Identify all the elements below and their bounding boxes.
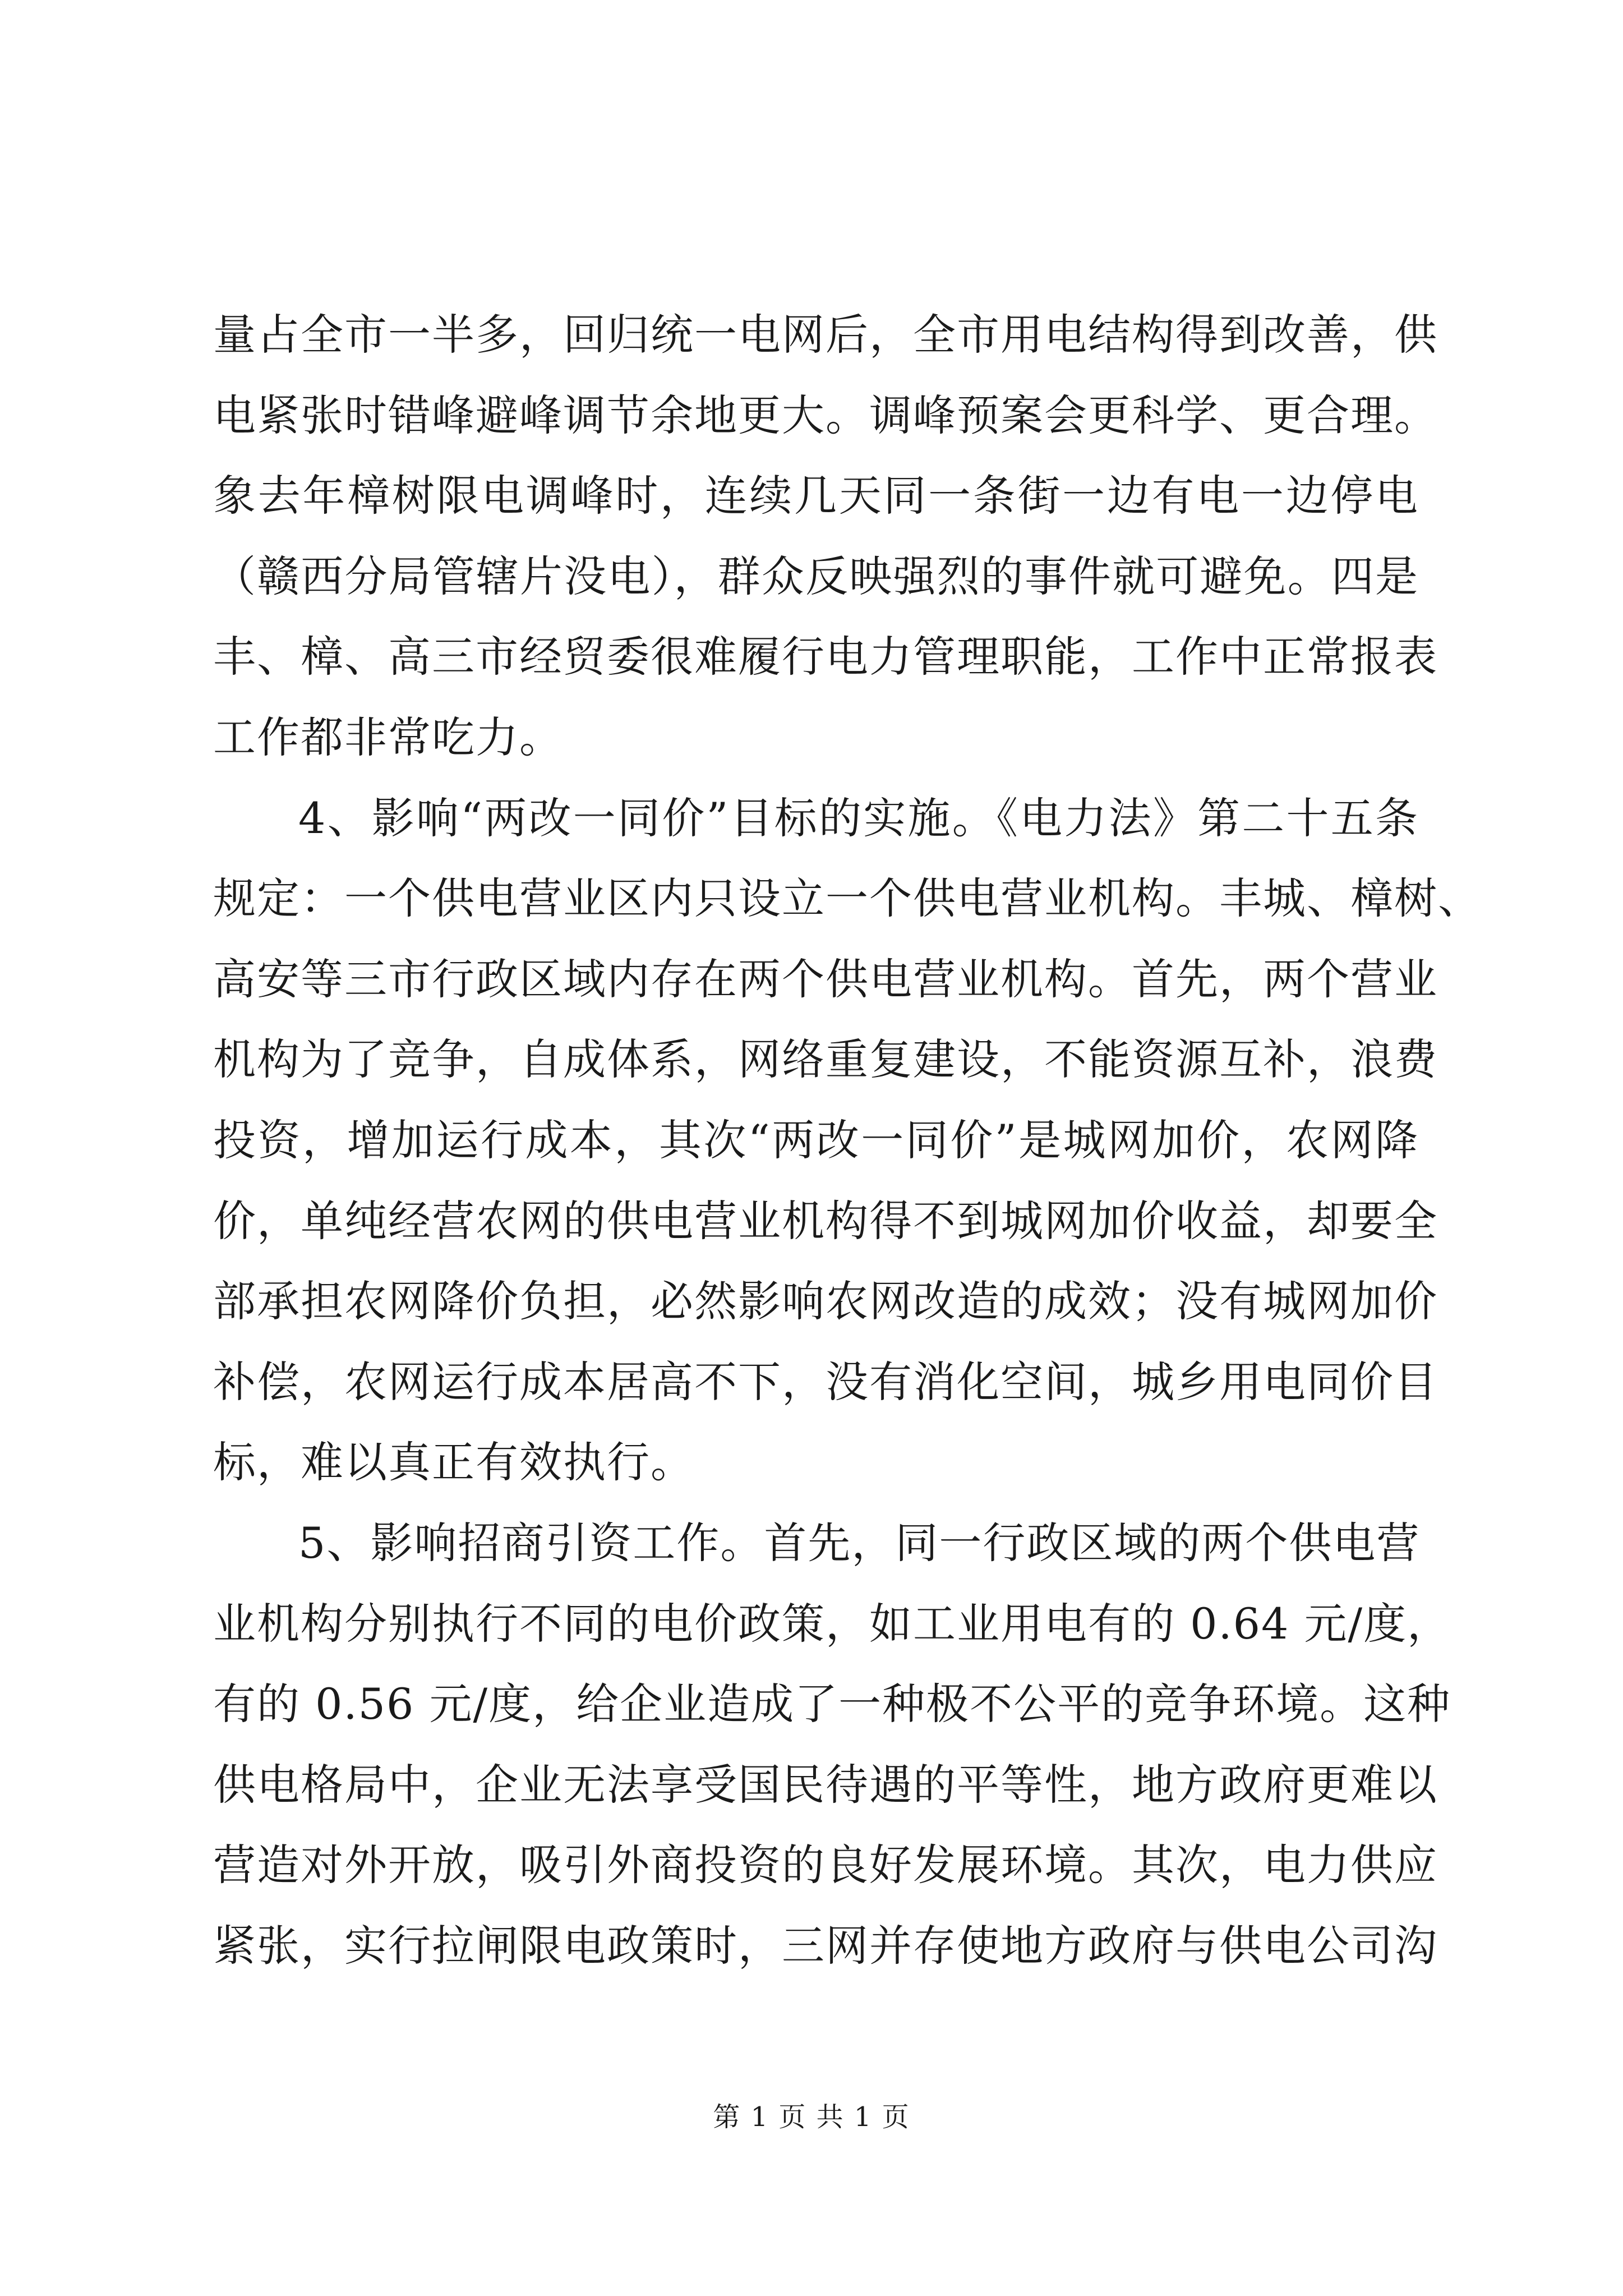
text-line: 象去年樟树限电调峰时，连续几天同一条街一边有电一边停电 bbox=[213, 471, 1419, 521]
text-line: 价，单纯经营农网的供电营业机构得不到城网加价收益，却要全 bbox=[213, 1195, 1438, 1246]
text-line: （赣西分局管辖片没电），群众反映强烈的事件就可避免。四是 bbox=[213, 551, 1419, 601]
text-line: 量占全市一半多，回归统一电网后，全市用电结构得到改善，供 bbox=[213, 310, 1438, 360]
text-line: 营造对外开放，吸引外商投资的良好发展环境。其次，电力供应 bbox=[213, 1840, 1438, 1890]
text-line: 高安等三市行政区域内存在两个供电营业机构。首先，两个营业 bbox=[213, 954, 1438, 1004]
text-line: 供电格局中，企业无法享受国民待遇的平等性，地方政府更难以 bbox=[213, 1759, 1438, 1810]
text-line: 业机构分别执行不同的电价政策，如工业用电有的 0.64 元/度， bbox=[213, 1598, 1451, 1649]
text-line: 工作都非常吃力。 bbox=[213, 712, 563, 762]
text-line: 电紧张时错峰避峰调节余地更大。调峰预案会更科学、更合理。 bbox=[213, 390, 1438, 440]
paragraph-start-line: 4、影响“两改一同价”目标的实施。《电力法》第二十五条 bbox=[298, 793, 1419, 843]
text-line: 部承担农网降价负担，必然影响农网改造的成效；没有城网加价 bbox=[213, 1276, 1438, 1327]
text-line: 丰、樟、高三市经贸委很难履行电力管理职能，工作中正常报表 bbox=[213, 632, 1438, 682]
document-body bbox=[213, 295, 1482, 1986]
text-line: 投资，增加运行成本，其次“两改一同价”是城网加价，农网降 bbox=[213, 1115, 1419, 1165]
text-line: 补偿，农网运行成本居高不下，没有消化空间，城乡用电同价目 bbox=[213, 1356, 1438, 1407]
page-footer: 第 1 页 共 1 页 bbox=[713, 2101, 910, 2133]
text-line: 机构为了竞争，自成体系，网络重复建设，不能资源互补，浪费 bbox=[213, 1034, 1438, 1085]
text-line: 有的 0.56 元/度，给企业造成了一种极不公平的竞争环境。这种 bbox=[213, 1679, 1451, 1729]
text-line: 规定：一个供电营业区内只设立一个供电营业机构。丰城、樟树、 bbox=[213, 873, 1482, 924]
text-line: 紧张，实行拉闸限电政策时，三网并存使地方政府与供电公司沟 bbox=[213, 1920, 1438, 1971]
paragraph-start-line: 5、影响招商引资工作。首先，同一行政区域的两个供电营 bbox=[298, 1517, 1421, 1568]
text-line: 标，难以真正有效执行。 bbox=[213, 1437, 694, 1488]
